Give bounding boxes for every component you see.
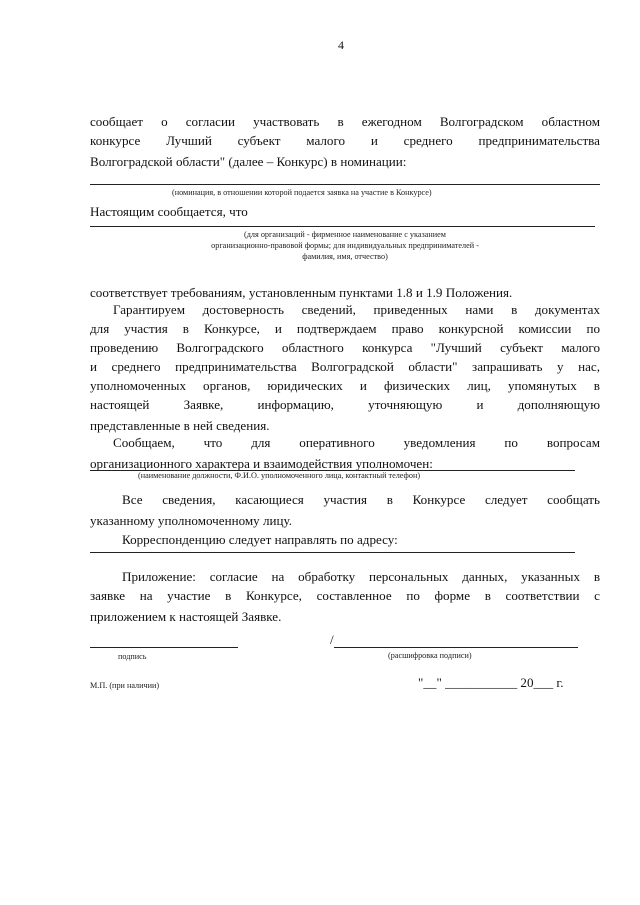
attachment-line-3: приложением к настоящей Заявке. (90, 609, 282, 624)
attachment-line-1: Приложение: согласие на обработку персональных данных, указанных в (122, 569, 600, 584)
intro-line-3: Волгоградской области" (далее – Конкурс) в номинации: (90, 154, 407, 169)
address-field-line (90, 552, 575, 553)
guarantee-line-2: для участия в Конкурсе, и подтверждаем право конкурсной комиссии по (90, 321, 600, 336)
date-month-blank: ___________ (445, 675, 518, 690)
date-quote-close: " (436, 675, 442, 690)
decryption-caption: (расшифровка подписи) (388, 651, 472, 660)
guarantee-line-1: Гарантируем достоверность сведений, приведенных нами в документах (113, 302, 600, 317)
authorized-caption: (наименование должности, Ф.И.О. уполномоченного лица, контактный телефон) (138, 471, 421, 480)
guarantee-line-4: и среднего предпринимательства Волгоградской области" запрашивать у нас, (90, 359, 600, 374)
date-year-blank: ___ (533, 675, 554, 690)
signature-slash: / (330, 632, 334, 647)
date-year-prefix: 20 (520, 675, 534, 690)
date-year-suffix: г. (556, 675, 564, 690)
date-day-blank: __ (423, 675, 437, 690)
info-line-2: указанному уполномоченному лицу. (90, 513, 293, 528)
authorized-line-2: организационного характера и взаимодействия уполномочен: (90, 456, 433, 471)
authorized-line-1: Сообщаем, что для оперативного уведомления по вопросам (113, 435, 600, 450)
signature-caption: подпись (118, 652, 147, 661)
org-caption-line-1: (для организаций - фирменное наименование с указанием (244, 230, 446, 239)
organization-field-line (90, 226, 595, 227)
compliance-text: соответствует требованиям, установленным пунктами 1.8 и 1.9 Положения. (90, 285, 513, 300)
date-line (418, 673, 564, 692)
attachment-line-2: заявке на участие в Конкурсе, составленное по форме в соответствии с (90, 588, 600, 603)
guarantee-line-7: представленные в ней сведения. (90, 418, 270, 433)
decryption-line (334, 647, 578, 648)
page-number: 4 (338, 38, 344, 52)
intro-line-1: сообщает о согласии участвовать в ежегодном Волгоградском областном (90, 114, 600, 129)
info-line-1: Все сведения, касающиеся участия в Конкурсе следует сообщать (122, 492, 600, 507)
org-caption-line-3: фамилия, имя, отчество) (302, 252, 388, 261)
guarantee-line-5: уполномоченных органов, юридических и физических лиц, упомянутых в (90, 378, 600, 393)
intro-line-2: конкурсе Лучший субъект малого и среднего предпринимательства (90, 133, 600, 148)
stamp-label: М.П. (при наличии) (90, 681, 160, 690)
nomination-caption: (номинация, в отношении которой подается заявка на участие в Конкурсе) (172, 188, 432, 197)
org-caption-line-2: организационно-правовой формы; для индивидуальных предпринимателей - (211, 241, 479, 250)
correspondence-label: Корреспонденцию следует направлять по адресу: (122, 532, 398, 547)
date-quote-open: " (418, 675, 424, 690)
guarantee-line-6: настоящей Заявке, информацию, уточняющую и дополняющую (90, 397, 600, 412)
notify-label: Настоящим сообщается, что (90, 204, 248, 219)
signature-line (90, 647, 238, 648)
nomination-field-line (90, 184, 600, 185)
guarantee-line-3: проведению Волгоградского областного конкурса "Лучший субъект малого (90, 340, 600, 355)
